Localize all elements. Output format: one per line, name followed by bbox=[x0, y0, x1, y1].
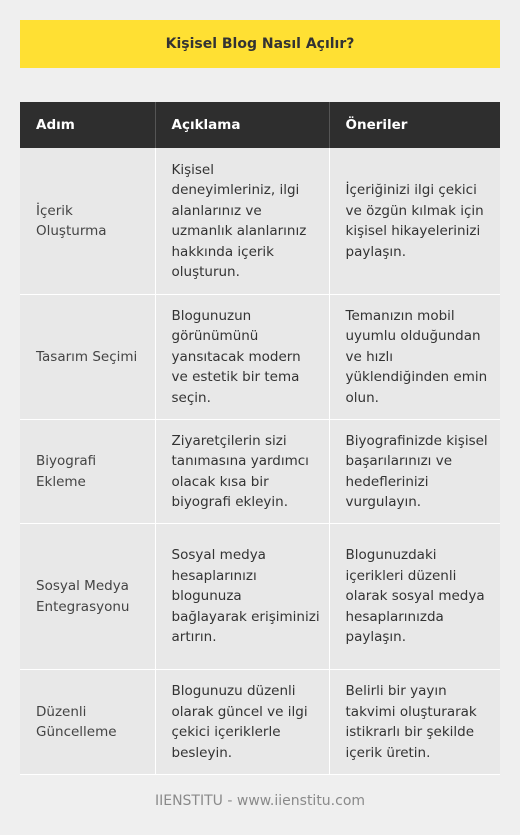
step-cell: Biyografi Ekleme bbox=[20, 419, 155, 523]
table-row bbox=[20, 419, 500, 523]
table-header-row bbox=[20, 102, 500, 148]
page-title: Kişisel Blog Nasıl Açılır? bbox=[165, 36, 355, 52]
suggestion-cell: Blogunuzdaki içerikleri düzenli olarak sosyal medya hesaplarınızda paylaşın. bbox=[329, 523, 500, 669]
column-header-step: Adım bbox=[20, 102, 155, 148]
step-cell: İçerik Oluşturma bbox=[20, 148, 155, 294]
description-cell: Sosyal medya hesaplarınızı blogunuza bağlayarak erişiminizi artırın. bbox=[155, 523, 329, 669]
suggestion-cell: Biyografinizde kişisel başarılarınızı ve hedeflerinizi vurgulayın. bbox=[329, 419, 500, 523]
description-cell: Ziyaretçilerin sizi tanımasına yardımcı olacak kısa bir biyografi ekleyin. bbox=[155, 419, 329, 523]
blog-steps-table bbox=[20, 102, 500, 775]
suggestion-cell: Belirli bir yayın takvimi oluşturarak istikrarlı bir şekilde içerik üretin. bbox=[329, 669, 500, 774]
step-cell: Düzenli Güncelleme bbox=[20, 669, 155, 774]
table-row bbox=[20, 523, 500, 669]
suggestion-cell: Temanızın mobil uyumlu olduğundan ve hızlı yüklendiğinden emin olun. bbox=[329, 294, 500, 419]
step-cell: Tasarım Seçimi bbox=[20, 294, 155, 419]
page-title-banner bbox=[20, 20, 500, 68]
table-row bbox=[20, 148, 500, 294]
column-header-suggestions: Öneriler bbox=[329, 102, 500, 148]
table-row bbox=[20, 294, 500, 419]
step-cell: Sosyal Medya Entegrasyonu bbox=[20, 523, 155, 669]
description-cell: Blogunuzu düzenli olarak güncel ve ilgi çekici içeriklerle besleyin. bbox=[155, 669, 329, 774]
table-row bbox=[20, 669, 500, 774]
description-cell: Blogunuzun görünümünü yansıtacak modern ve estetik bir tema seçin. bbox=[155, 294, 329, 419]
suggestion-cell: İçeriğinizi ilgi çekici ve özgün kılmak için kişisel hikayelerinizi paylaşın. bbox=[329, 148, 500, 294]
description-cell: Kişisel deneyimleriniz, ilgi alanlarınız ve uzmanlık alanlarınız hakkında içerik oluşturun. bbox=[155, 148, 329, 294]
footer-credit: IIENSTITU - www.iienstitu.com bbox=[154, 793, 366, 809]
column-header-description: Açıklama bbox=[155, 102, 329, 148]
